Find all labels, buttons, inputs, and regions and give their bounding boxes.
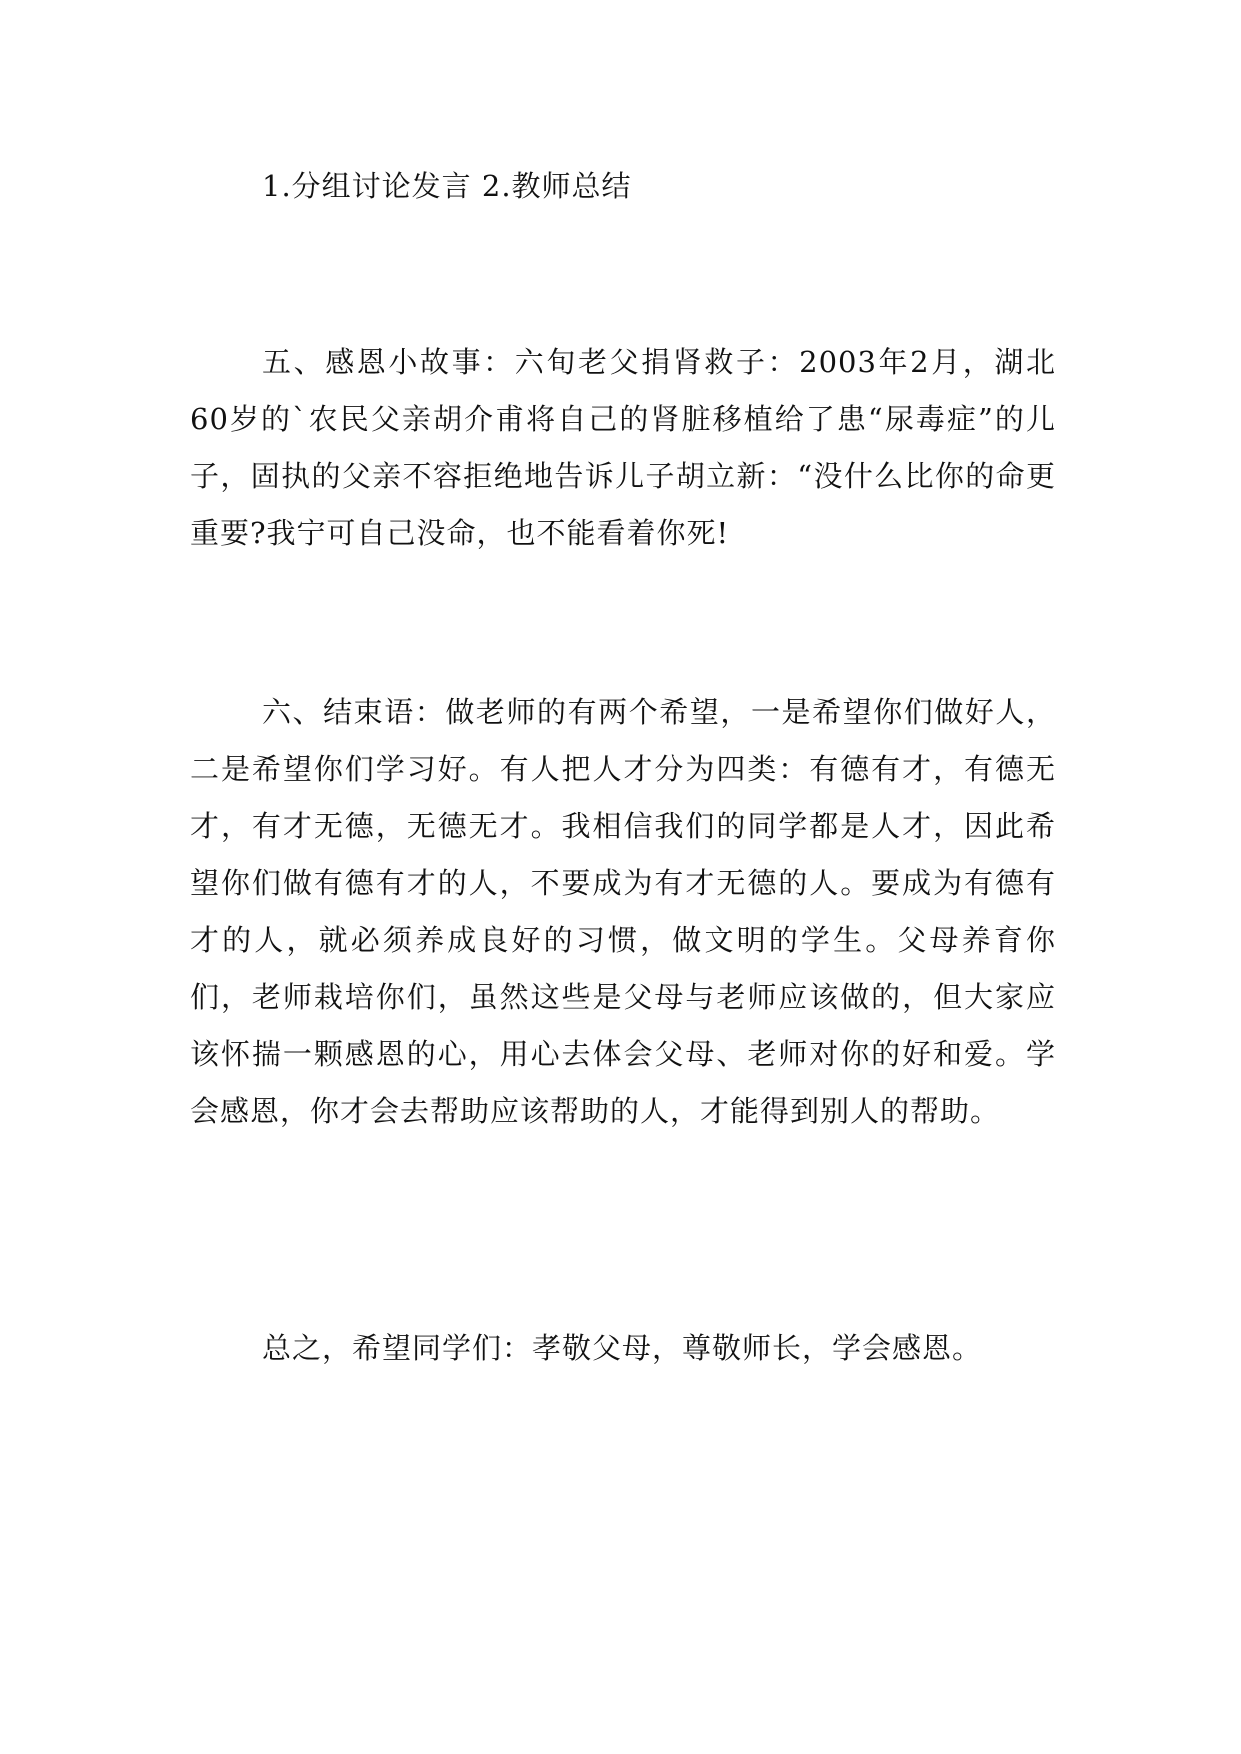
paragraph-closing-remarks: 六、结束语：做老师的有两个希望，一是希望你们做好人，二是希望你们学习好。有人把人才分为四类：有德有才，有德无才，有才无德，无德无才。我相信我们的同学都是人才，因此希望你们做有德有才的人，不要成为有才无德的人。要成为有德有才的人，就必须养成良好的习惯，做文明的学生。父母养育你们，老师栽培你们，虽然这些是父母与老师应该做的，但大家应该怀揣一颗感恩的心，用心去体会父母、老师对你的好和爱。学会感恩，你才会去帮助应该帮助的人，才能得到别人的帮助。 — [190, 695, 1056, 1128]
paragraph-gratitude-story: 五、感恩小故事：六旬老父捐肾救子：2003年2月，湖北60岁的`农民父亲胡介甫将自己的肾脏移植给了患“尿毒症”的儿子，固执的父亲不容拒绝地告诉儿子胡立新：“没什么比你的命更重要?我宁可自己没命，也不能看着你死! — [190, 345, 1056, 550]
paragraph-discussion-steps: 1.分组讨论发言 2.教师总结 — [262, 169, 632, 203]
paragraph-summary: 总之，希望同学们：孝敬父母，尊敬师长，学会感恩。 — [262, 1331, 983, 1365]
